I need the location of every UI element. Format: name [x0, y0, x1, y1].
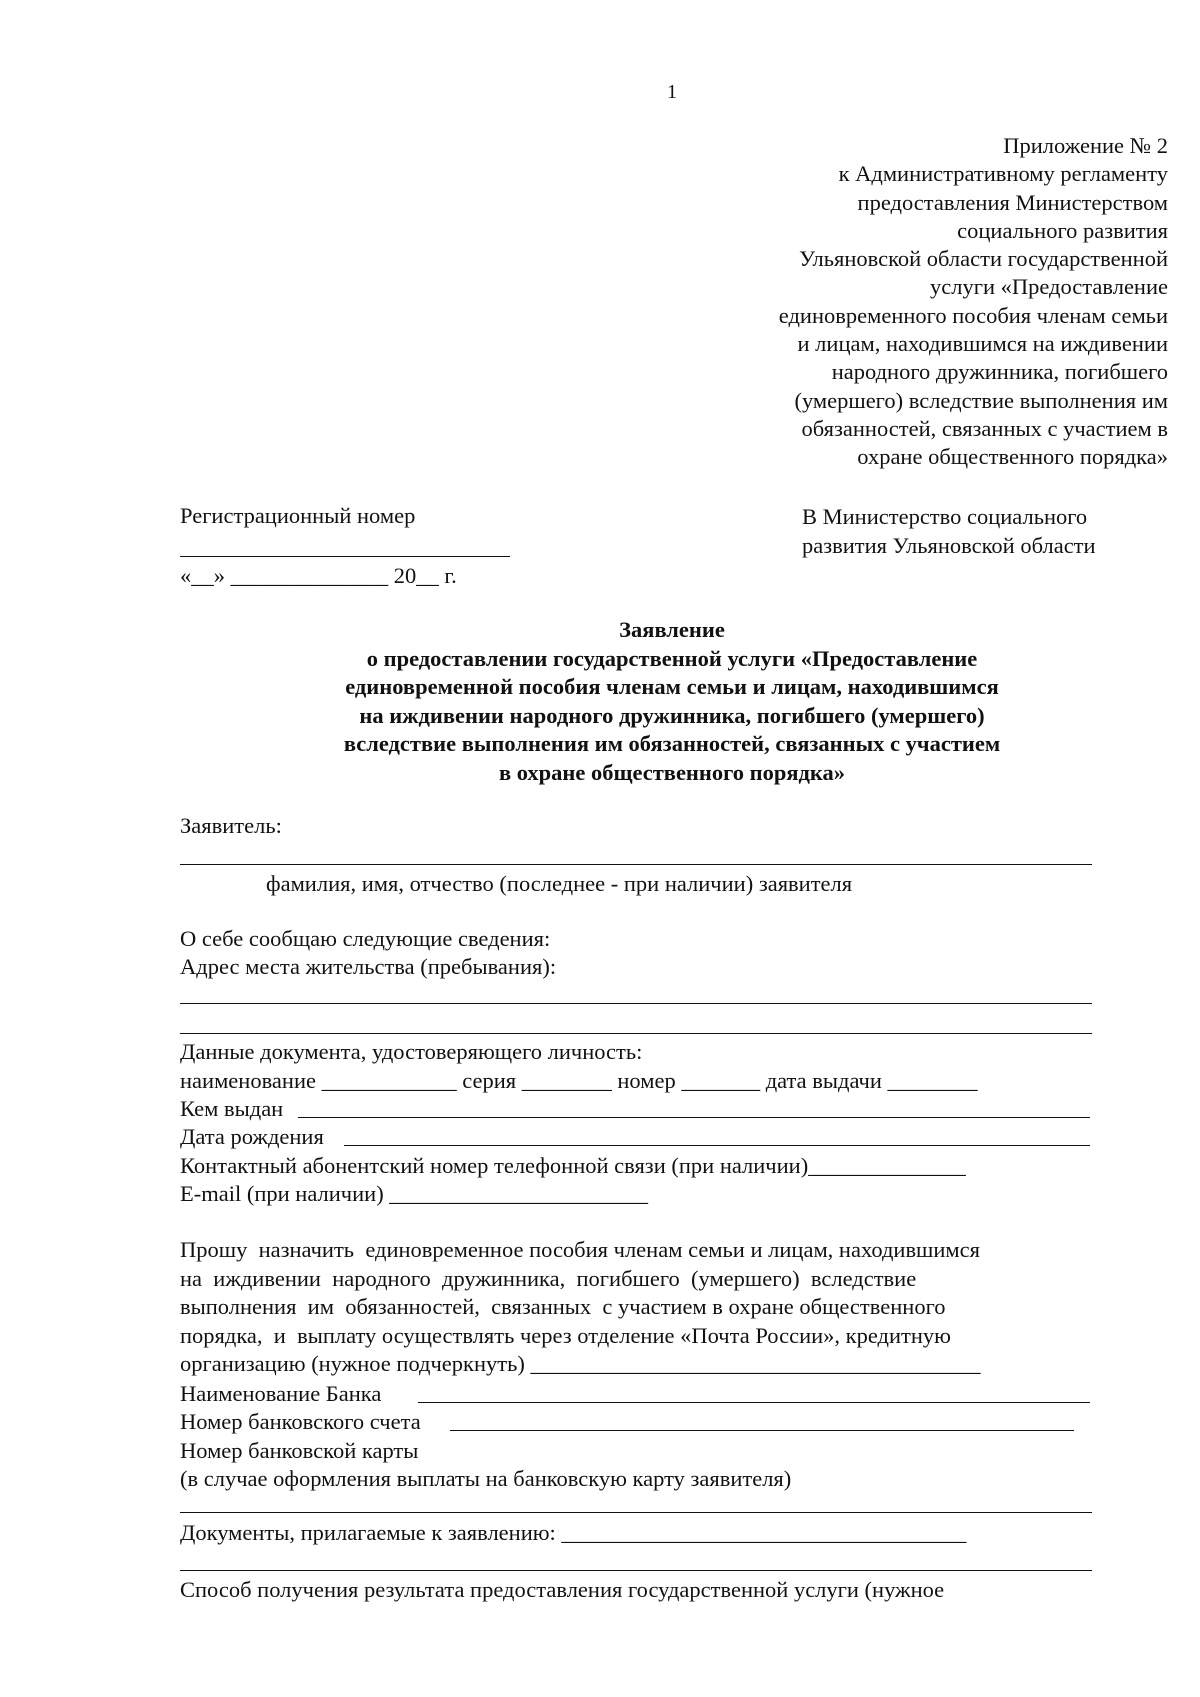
registration-number-field[interactable]: [180, 556, 510, 557]
request-paragraph: [180, 1236, 980, 1379]
receipt-method-label: Способ получения результата предоставления государственной услуги (нужное: [180, 1577, 945, 1602]
bank-card-label: Номер банковской карты: [180, 1438, 419, 1463]
request-line[interactable]: организацию (нужное подчеркнуть) ________________________________________: [180, 1351, 981, 1376]
address-field-line-2[interactable]: [180, 1033, 1092, 1034]
annex-line: Приложение № 2: [1003, 133, 1168, 158]
addressee-line: развития Ульяновской области: [802, 533, 1096, 558]
document-title: [0, 616, 1200, 788]
issued-by-label: Кем выдан: [180, 1096, 284, 1121]
info-intro: О себе сообщаю следующие сведения:: [180, 926, 551, 951]
annex-line: обязанностей, связанных с участием в: [801, 415, 1168, 441]
registration-number-label: Регистрационный номер: [180, 503, 416, 528]
identity-header: Данные документа, удостоверяющего личность:: [180, 1039, 643, 1064]
annex-line: и лицам, находившимся на иждивении: [797, 331, 1168, 357]
annex-line: охране общественного порядка»: [857, 444, 1168, 470]
bank-name-label: Наименование Банка: [180, 1381, 382, 1406]
address-label: Адрес места жительства (пребывания):: [180, 954, 557, 979]
bank-account-field[interactable]: [450, 1430, 1074, 1431]
annex-line: единовременного пособия членам семьи: [778, 302, 1168, 328]
annex-line: предоставления Министерством: [857, 189, 1168, 215]
title-line: вследствие выполнения им обязанностей, связанных с участием: [343, 731, 1001, 757]
page-number: 1: [667, 81, 677, 103]
title-line: о предоставлении государственной услуги «Предоставление: [366, 645, 978, 671]
title-line: Заявление: [619, 617, 725, 642]
annex-block: [779, 132, 1168, 472]
documents-field[interactable]: Документы, прилагаемые к заявлению: ____________________________________: [180, 1520, 967, 1545]
birth-date-label: Дата рождения: [180, 1124, 324, 1149]
request-line: порядка, и выплату осуществлять через отделение «Почта России», кредитную: [180, 1322, 951, 1348]
registration-date-field[interactable]: «__» ______________ 20__ г.: [180, 563, 457, 588]
request-line: Прошу назначить единовременное пособия членам семьи и лицам, находившимся: [180, 1237, 981, 1262]
identity-fields-line[interactable]: наименование ____________ серия ________ номер _______ дата выдачи ________: [180, 1067, 978, 1093]
phone-field[interactable]: Контактный абонентский номер телефонной связи (при наличии)______________: [180, 1153, 966, 1178]
bank-account-label: Номер банковского счета: [180, 1409, 421, 1434]
request-line: выполнения им обязанностей, связанных с участием в охране общественного: [180, 1294, 946, 1319]
bank-name-field[interactable]: [418, 1402, 1090, 1403]
applicant-name-field[interactable]: [180, 864, 1092, 865]
annex-line: (умершего) вследствие выполнения им: [794, 387, 1168, 413]
email-field[interactable]: E-mail (при наличии) _______________________: [180, 1181, 649, 1206]
title-line: единовременной пособия членам семьи и лицам, находившимся: [345, 674, 999, 700]
annex-line: к Административному регламенту: [838, 161, 1168, 187]
address-field-line-1[interactable]: [180, 1003, 1092, 1004]
request-line: на иждивении народного дружинника, погибшего (умершего) вследствие: [180, 1265, 917, 1291]
applicant-label: Заявитель:: [180, 813, 282, 838]
applicant-name-caption: фамилия, имя, отчество (последнее - при наличии) заявителя: [266, 871, 853, 896]
title-line: на иждивении народного дружинника, погибшего (умершего): [359, 702, 985, 728]
addressee-line: В Министерство социального: [802, 504, 1088, 529]
title-line: в охране общественного порядка»: [498, 759, 846, 785]
documents-extra-line[interactable]: [180, 1570, 1092, 1571]
annex-line: Ульяновской области государственной: [799, 246, 1168, 272]
bank-card-field[interactable]: [180, 1512, 1092, 1513]
bank-card-note: (в случае оформления выплаты на банковскую карту заявителя): [180, 1466, 792, 1491]
addressee-block: [802, 502, 1096, 560]
annex-line: народного дружинника, погибшего: [831, 359, 1168, 385]
identity-block: [180, 1038, 978, 1095]
birth-date-field[interactable]: [344, 1145, 1090, 1146]
annex-line: услуги «Предоставление: [930, 274, 1168, 300]
annex-line: социального развития: [957, 217, 1168, 243]
issued-by-field[interactable]: [298, 1117, 1090, 1118]
